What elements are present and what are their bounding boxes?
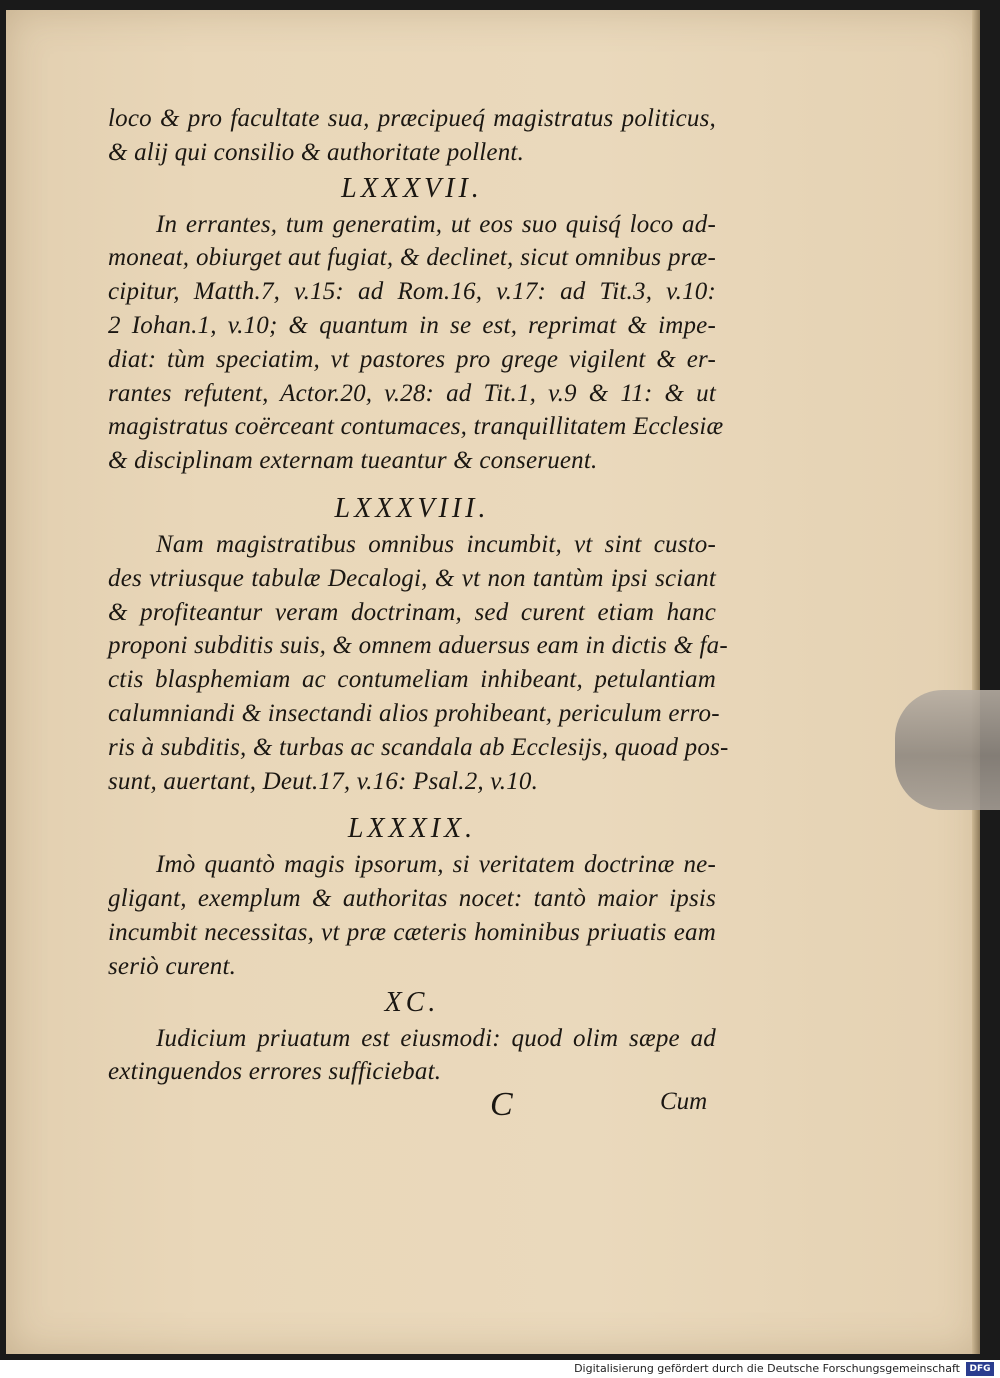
text-line: & profiteantur veram doctrinam, sed curent etiam hanc [108, 598, 716, 626]
section-heading: LXXXVIII. [334, 492, 490, 524]
text-line: Imò quantò magis ipsorum, si veritatem doctrinæ ne- [156, 851, 716, 879]
text-line: & alij qui consilio & authoritate pollent. [108, 138, 525, 166]
page-text [108, 102, 729, 1089]
text-line: proponi subditis suis, & omnem aduersus eam in dictis & fa- [108, 632, 728, 660]
digitization-credit: Digitalisierung gefördert durch die Deutsche Forschungsgemeinschaft [574, 1362, 960, 1375]
text-line: diat: tùm speciatim, vt pastores pro grege vigilent & er- [108, 345, 716, 373]
text-line: calumniandi & insectandi alios prohibeant, periculum erro- [108, 699, 720, 727]
text-line: Iudicium priuatum est eiusmodi: quod olim sæpe ad [156, 1024, 716, 1052]
text-line: extinguendos errores sufficiebat. [108, 1058, 442, 1086]
text-line: In errantes, tum generatim, ut eos suo quisq́ loco ad- [156, 210, 716, 238]
text-line: moneat, obiurget aut fugiat, & declinet, sicut omnibus præ- [108, 244, 716, 272]
text-line: ctis blasphemiam ac contumeliam inhibeant, petulantiam [108, 666, 716, 694]
signature-mark: C [490, 1086, 513, 1123]
text-line: 2 Iohan.1, v.10; & quantum in se est, reprimat & impe- [108, 311, 716, 339]
text-line: cipitur, Matth.7, v.15: ad Rom.16, v.17: ad Tit.3, v.10: [108, 278, 716, 306]
section-heading: LXXXIX. [347, 813, 477, 845]
text-line: & disciplinam externam tueantur & conseruent. [108, 447, 598, 475]
catchword: Cum [660, 1088, 708, 1115]
text-line: seriò curent. [108, 952, 237, 980]
text-line: sunt, auertant, Deut.17, v.16: Psal.2, v.10. [108, 767, 539, 795]
section-heading: LXXXVII. [341, 172, 483, 204]
text-line: loco & pro facultate sua, præcipueq́ magistratus politicus, [108, 105, 716, 132]
text-line: Nam magistratibus omnibus incumbit, vt sint custo- [156, 530, 716, 558]
page-edge [972, 10, 980, 1354]
text-line: des vtriusque tabulæ Decalogi, & vt non tantùm ipsi sciant [108, 564, 716, 592]
dfg-logo: DFG [966, 1362, 994, 1376]
text-line: ris à subditis, & turbas ac scandala ab Ecclesijs, quoad pos- [108, 733, 729, 761]
text-line: magistratus coërceant contumaces, tranquillitatem Ecclesiæ [108, 413, 724, 441]
text-line: rantes refutent, Actor.20, v.28: ad Tit.1, v.9 & 11: & ut [108, 379, 716, 407]
section-heading: XC. [384, 986, 440, 1018]
page-clip [895, 690, 1000, 810]
text-line: gligant, exemplum & authoritas nocet: tantò maior ipsis [108, 885, 716, 913]
text-line: incumbit necessitas, vt præ cæteris hominibus priuatis eam [108, 918, 716, 946]
